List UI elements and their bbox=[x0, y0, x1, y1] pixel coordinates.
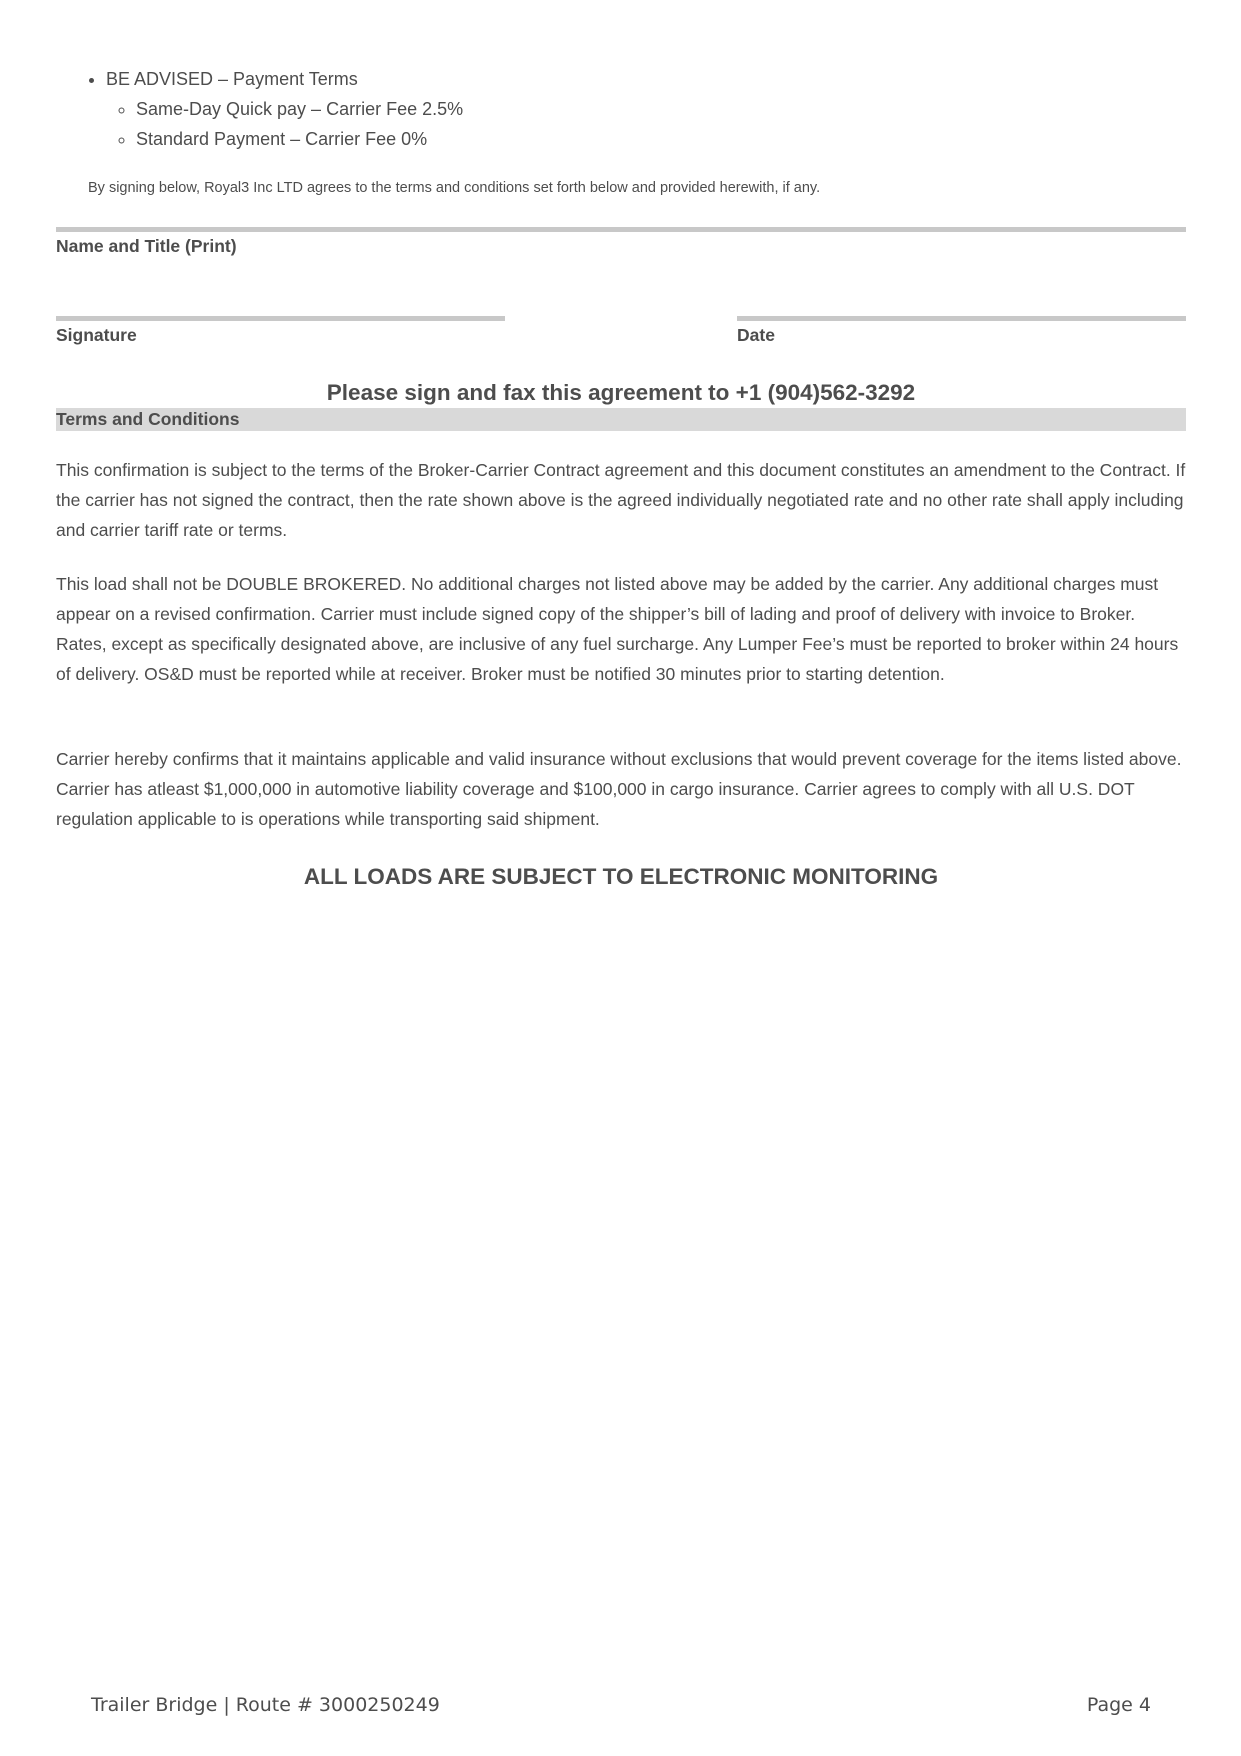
terms-paragraph: This confirmation is subject to the terms of the Broker-Carrier Contract agreement and this document constitutes an amendment to the Contract. If the carrier has not signed the contract, then the rate shown above is the agreed individually negotiated rate and no other rate shall apply including and carrier tariff rate or terms. bbox=[56, 460, 1186, 540]
agreement-note: By signing below, Royal3 Inc LTD agrees to the terms and conditions set forth below and provided herewith, if any. bbox=[88, 180, 821, 196]
payment-terms-item bbox=[106, 64, 463, 154]
payment-options-list bbox=[106, 94, 463, 154]
payment-terms-heading: BE ADVISED – Payment Terms bbox=[106, 69, 358, 89]
payment-terms-list bbox=[86, 64, 463, 154]
terms-section-title: Terms and Conditions bbox=[56, 409, 240, 429]
date-line bbox=[737, 316, 1186, 321]
signature-label: Signature bbox=[56, 325, 137, 345]
signature-line bbox=[56, 316, 505, 321]
payment-option-standard: ◦ Standard Payment – Carrier Fee 0% bbox=[136, 124, 463, 154]
date-label: Date bbox=[737, 325, 775, 345]
footer-page-number: Page 4 bbox=[1086, 1694, 1151, 1716]
terms-paragraph: Carrier hereby confirms that it maintains applicable and valid insurance without exclusions that would prevent coverage for the items listed above. Carrier has atleast $1,000,000 in automotive liability coverage and $100,000 in cargo insurance. Carrier agrees to comply with all U.S. DOT regulation applicable to is operations while transporting said shipment. bbox=[56, 749, 1182, 829]
payment-option-quick-pay: ◦ Same-Day Quick pay – Carrier Fee 2.5% bbox=[136, 94, 463, 124]
monitoring-notice: ALL LOADS ARE SUBJECT TO ELECTRONIC MONITORING bbox=[303, 864, 939, 889]
footer-route: Trailer Bridge | Route # 3000250249 bbox=[91, 1694, 440, 1716]
name-title-line bbox=[56, 227, 1186, 232]
fax-instruction: Please sign and fax this agreement to +1 (904)562-3292 bbox=[326, 380, 916, 405]
terms-paragraph: This load shall not be DOUBLE BROKERED. No additional charges not listed above may be added by the carrier. Any additional charges must appear on a revised confirmation. Carrier must include signed copy of the shipper’s bill of lading and proof of delivery with invoice to Broker. Rates, except as specifically designated above, are inclusive of any fuel surcharge. Any Lumper Fee’s must be reported to broker within 24 hours of delivery. OS&D must be reported while at receiver. Broker must be notified 30 minutes prior to starting detention. bbox=[56, 574, 1179, 684]
terms-section-header bbox=[56, 408, 1186, 431]
name-title-label: Name and Title (Print) bbox=[56, 236, 237, 256]
